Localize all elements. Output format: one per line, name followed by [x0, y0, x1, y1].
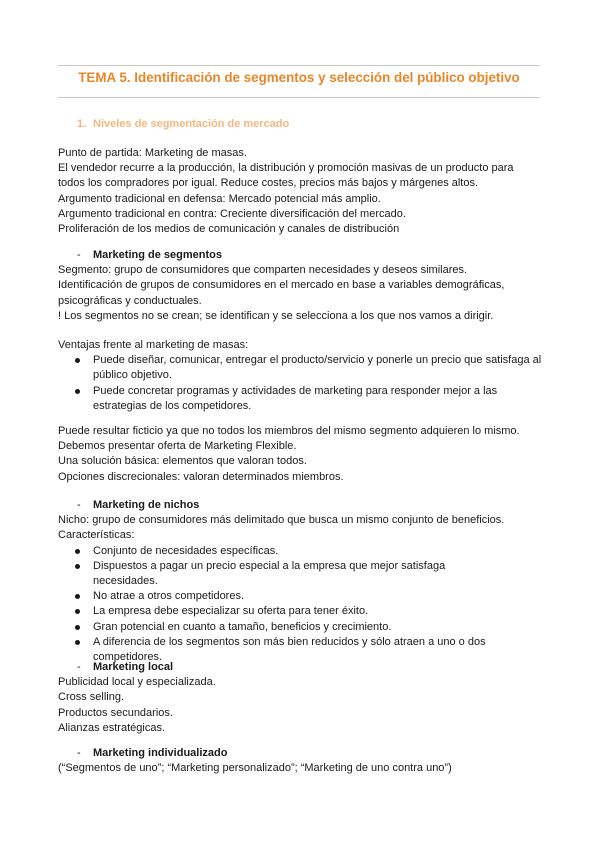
title-bottom-rule: [58, 97, 540, 98]
paragraph: Debemos presentar oferta de Marketing Flexible.: [58, 440, 297, 453]
list-item-text: Conjunto de necesidades específicas.: [93, 544, 279, 557]
list-item-text: Puede diseñar, comunicar, entregar el producto/servicio y ponerle un precio que satisfaga al público objetivo.: [93, 354, 542, 382]
paragraph: Una solución básica: elementos que valoran todos.: [58, 455, 307, 468]
title-top-rule: [58, 65, 540, 66]
paragraph: Ventajas frente al marketing de masas:: [58, 339, 249, 351]
section-subheading: [58, 498, 548, 513]
section-number: 1.: [77, 118, 87, 130]
bullet-dot: [75, 594, 80, 599]
intro-block: [58, 146, 548, 237]
paragraph: Punto de partida: Marketing de masas.: [58, 147, 247, 159]
section-subheading: [58, 248, 548, 263]
paragraph: El vendedor recurre a la producción, la distribución y promoción masivas de un producto para todos los compradores por igual. Reduce costes, precios más bajos y márgenes altos.: [58, 162, 514, 190]
subheading-label: Marketing individualizado: [93, 747, 228, 759]
segmentos-closing: [58, 424, 548, 485]
list-item: [58, 589, 508, 604]
list-item-text: Puede concretar programas y actividades de marketing para responder mejor a las estrategias de los competidores.: [93, 384, 498, 412]
paragraph: (“Segmentos de uno”; “Marketing personalizado”; “Marketing de uno contra uno”): [58, 762, 452, 775]
bullet-dot: [75, 609, 80, 614]
bullet-dot: [75, 564, 80, 569]
dash-marker: -: [77, 747, 81, 759]
paragraph: Argumento tradicional en defensa: Mercado potencial más amplio.: [58, 192, 381, 205]
bullet-dot: [75, 625, 80, 630]
paragraph: Identificación de grupos de consumidores en el mercado en base a variables demográficas, psicográficas y conductuales.: [58, 279, 505, 307]
subheading-label: Marketing local: [93, 661, 174, 673]
section-label: Niveles de segmentación de mercado: [93, 118, 290, 130]
list-item: [58, 353, 543, 383]
list-item-text: La empresa debe especializar su oferta para tener éxito.: [93, 605, 369, 618]
list-item: [58, 384, 543, 414]
paragraph: Características:: [58, 529, 135, 542]
bullet-dot: [75, 389, 80, 394]
paragraph: Cross selling.: [58, 691, 125, 704]
section-heading: [77, 118, 289, 130]
subheading-label: Marketing de nichos: [93, 499, 200, 511]
list-item-text: A diferencia de los segmentos son más bien reducidos y sólo atraen a uno o dos competidores.: [93, 635, 486, 664]
segmentos-section: [58, 248, 548, 324]
ventajas-block: [58, 338, 548, 414]
list-item-text: Gran potencial en cuanto a tamaño, beneficios y crecimiento.: [93, 620, 392, 633]
individual-section: [58, 746, 548, 776]
bullet-list: [58, 353, 543, 414]
nichos-section: [58, 498, 548, 665]
list-item-text: Dispuestos a pagar un precio especial a la empresa que mejor satisfaga necesidades.: [93, 559, 446, 588]
bullet-dot: [75, 549, 80, 554]
section-subheading: [58, 660, 548, 675]
dash-marker: -: [77, 499, 81, 511]
paragraph: Publicidad local y especializada.: [58, 676, 216, 689]
document-title: TEMA 5. Identificación de segmentos y selección del público objetivo: [78, 70, 520, 85]
subheading-label: Marketing de segmentos: [93, 249, 222, 261]
paragraph: Argumento tradicional en contra: Creciente diversificación del mercado.: [58, 207, 406, 220]
list-item: [58, 544, 508, 559]
section-subheading: [58, 746, 548, 761]
list-item-text: No atrae a otros competidores.: [93, 590, 245, 603]
paragraph: Segmento: grupo de consumidores que comparten necesidades y deseos similares.: [58, 264, 468, 277]
paragraph: Puede resultar ficticio ya que no todos los miembros del mismo segmento adquieren lo mismo.: [58, 425, 520, 437]
bullet-dot: [75, 640, 80, 645]
list-item: [58, 620, 508, 635]
paragraph: Alianzas estratégicas.: [58, 721, 165, 734]
list-item: [58, 604, 508, 619]
paragraph: Opciones discrecionales: valoran determinados miembros.: [58, 470, 344, 483]
paragraph: Productos secundarios.: [58, 706, 173, 719]
dash-marker: -: [77, 249, 81, 261]
paragraph: Proliferación de los medios de comunicación y canales de distribución: [58, 223, 400, 236]
local-section: [58, 660, 548, 736]
paragraph: Nicho: grupo de consumidores más delimitado que busca un mismo conjunto de beneficios.: [58, 514, 505, 527]
bullet-dot: [75, 358, 80, 363]
list-item: [58, 559, 508, 589]
bullet-list: [58, 544, 508, 666]
dash-marker: -: [77, 661, 81, 673]
paragraph: ! Los segmentos no se crean; se identifican y se selecciona a los que nos vamos a dirigir.: [58, 309, 494, 322]
